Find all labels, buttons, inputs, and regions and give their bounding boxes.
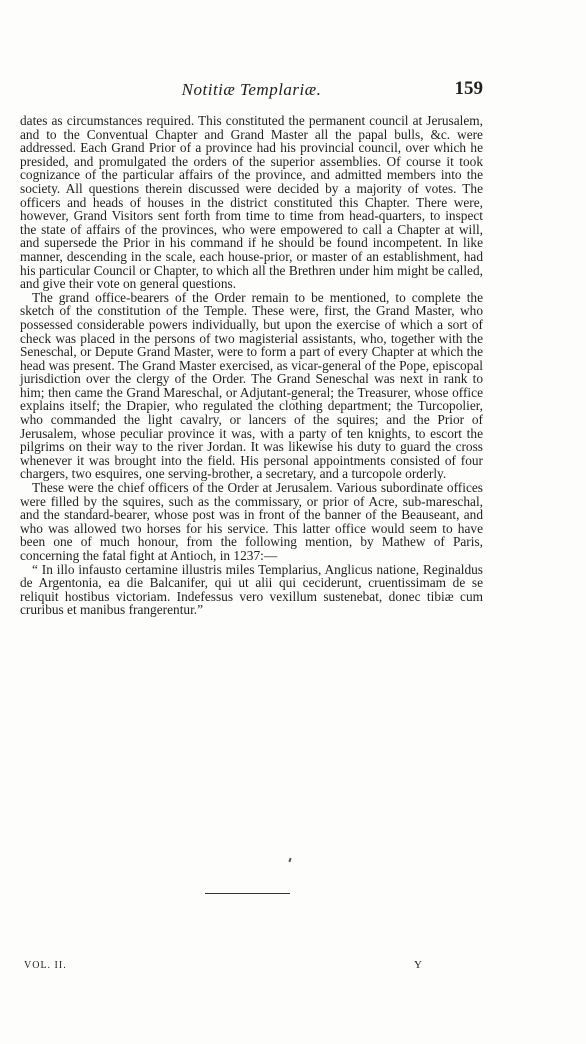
- paragraph-chief-officers: These were the chief officers of the Order at Jerusalem. Various subordinate offices were filled by the squires, such as the commissary, or prior of Acre, sub-mareschal, and the standard-bearer, whose post was in front of the banner of the Beauseant, and who was allowed two horses for his service. This latter office would seem to have been one of much honour, from the following mention, by Mathew of Paris, concerning the fatal fight at Antioch, in 1237:—: [20, 480, 483, 563]
- paragraph-office-bearers: The grand office-bearers of the Order remain to be mentioned, to complete the sketch of the constitution of the Temple. These were, first, the Grand Master, who possessed considerable powers individually, but upon the exercise of which a sort of check was placed in the persons of two magisterial assistants, who, together with the Seneschal, or Depute Grand Master, were to form a part of every Chapter at which the head was present. The Grand Master exercised, as vicar-general of the Pope, episcopal jurisdiction over the clergy of the Order. The Grand Seneschal was next in rank to him; then came the Grand Mareschal, or Adjutant-general; the Treasurer, whose office explains itself; the Drapier, who regulated the clothing department; the Turcopolier, who commanded the light cavalry, or lancers of the squires; and the Prior of Jerusalem, whose peculiar province it was, with a party of ten knights, to escort the pilgrims on their way to the river Jordan. It was likewise his duty to guard the cross whenever it was brought into the field. His personal appointments consisted of four chargers, two esquires, one serving-brother, a secretary, and a turcopole orderly.: [20, 289, 483, 482]
- page-header: [20, 78, 483, 102]
- latin-quotation: “ In illo infausto certamine illustris miles Templarius, Anglicus natione, Reginaldus de Argentonia, ea die Balcanifer, qui ut alii qui ceciderunt, cruentissimam de se reliquit hostibus victoriam. Indefessus vero vexillum sustenebat, donec tibiæ cum cruribus et manibus frangerentur.”: [20, 561, 483, 618]
- volume-signature: VOL. II.: [24, 960, 67, 971]
- paragraph-council: dates as circumstances required. This constituted the permanent council at Jerusalem, and to the Conventual Chapter and Grand Master all the papal bulls, &c. were addressed. Each Grand Prior of a province had his provincial council, over which he presided, and promulgated the orders of the superior assemblies. Of course it took cognizance of the particular affairs of the province, and admitted members into the society. All questions therein discussed were decided by a majority of votes. The officers and heads of houses in the district constituted this Chapter. There were, however, Grand Visitors sent forth from time to time from head-quarters, to inspect the state of affairs of the provinces, who were empowered to call a Chapter at will, and supersede the Prior in his command if he should be found incompetent. In like manner, descending in the scale, each house-prior, or master of an establishment, had his particular Council or Chapter, to which all the Brethren under him might be called, and give their vote on general questions.: [20, 113, 483, 292]
- body-text: [20, 114, 483, 617]
- stray-ink-mark: [288, 858, 291, 862]
- page-number: 159: [454, 78, 483, 99]
- section-rule: [205, 893, 290, 894]
- gathering-signature: Y: [414, 959, 422, 971]
- running-title: Notitiæ Templariæ.: [181, 80, 322, 99]
